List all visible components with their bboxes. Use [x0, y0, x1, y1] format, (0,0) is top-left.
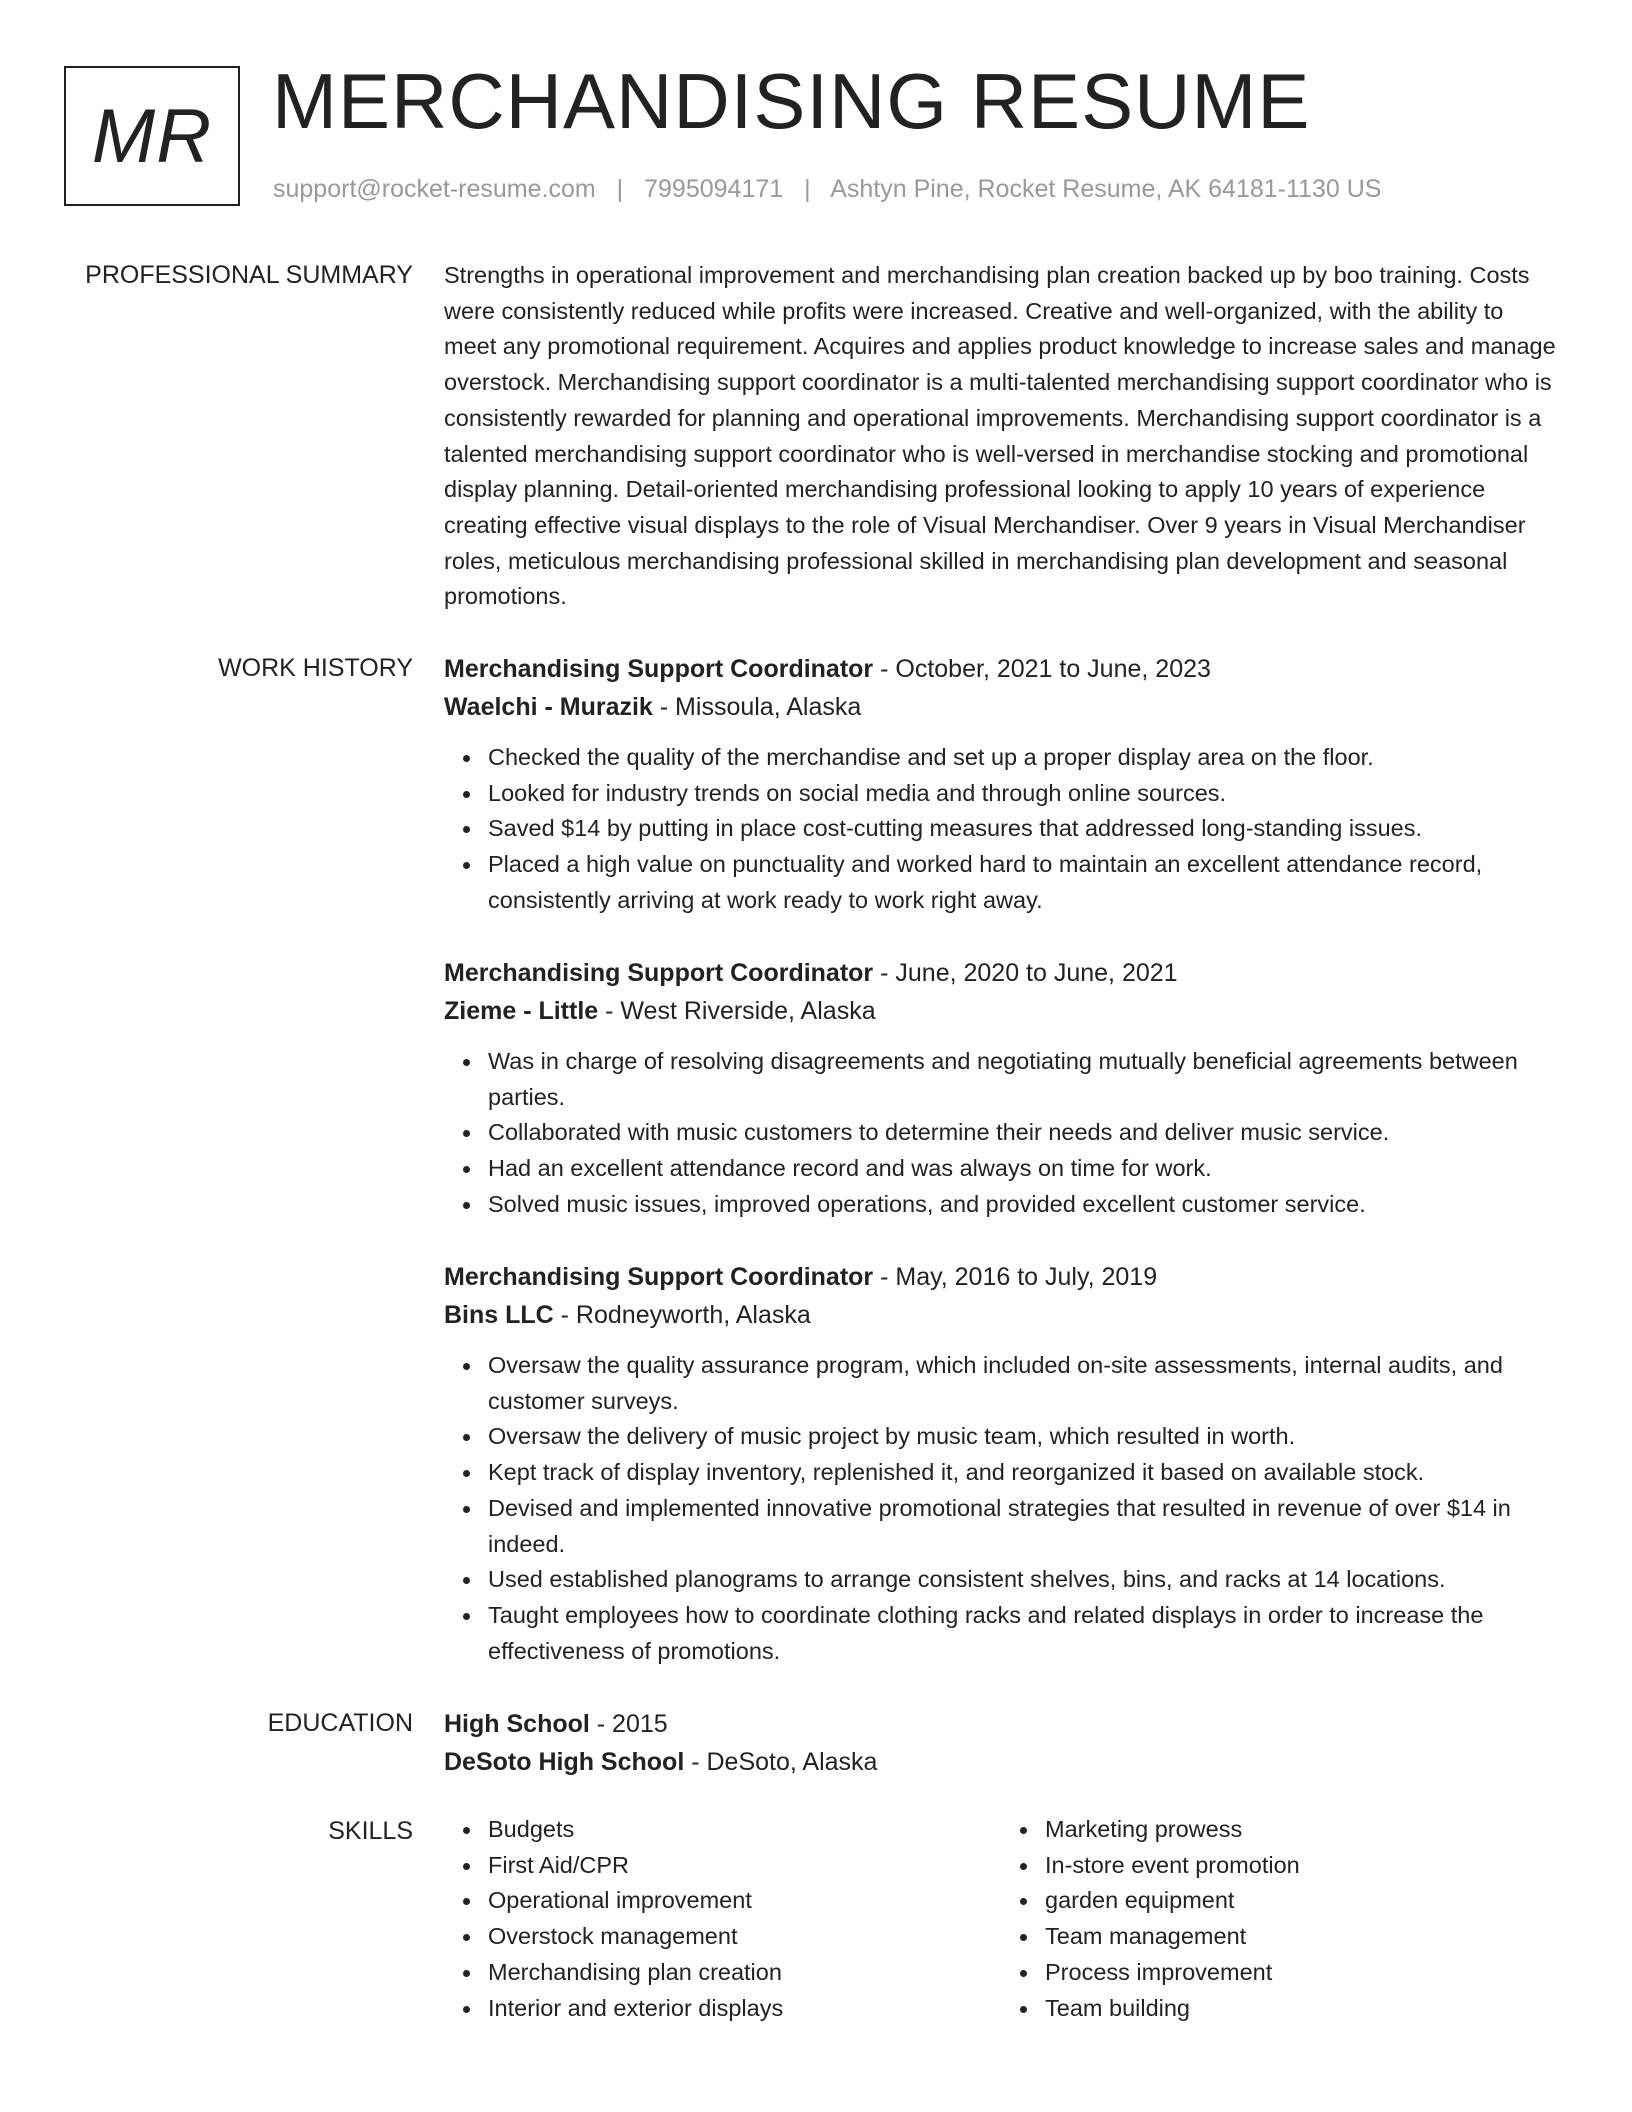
- education-year: - 2015: [589, 1710, 668, 1738]
- section-label-work: WORK HISTORY: [218, 654, 413, 682]
- job-title-line: [444, 650, 1558, 688]
- job-bullet: Oversaw the delivery of music project by music team, which resulted in worth.: [488, 1419, 1558, 1455]
- job-company-line: [444, 1296, 1558, 1334]
- job-title: Merchandising Support Coordinator: [444, 959, 874, 987]
- section-label-education: EDUCATION: [267, 1709, 413, 1737]
- skill-item: Marketing prowess: [1045, 1812, 1558, 1848]
- contact-email[interactable]: support@rocket-resume.com: [273, 175, 596, 203]
- job-bullet: Checked the quality of the merchandise and set up a proper display area on the floor.: [488, 740, 1558, 776]
- job-bullet: Had an excellent attendance record and was always on time for work.: [488, 1151, 1558, 1187]
- job-entry: [444, 650, 1558, 919]
- job-bullet: Collaborated with music customers to determine their needs and deliver music service.: [488, 1115, 1558, 1151]
- contact-phone[interactable]: 7995094171: [644, 175, 784, 203]
- skills-section: [444, 1812, 1558, 2026]
- job-company: Waelchi - Murazik: [444, 693, 653, 721]
- job-bullet: Oversaw the quality assurance program, which included on-site assessments, internal audits, and customer surveys.: [488, 1348, 1558, 1419]
- education-entry: [444, 1705, 1558, 1781]
- skills-list-left: [444, 1812, 1001, 2026]
- job-company: Zieme - Little: [444, 997, 599, 1025]
- job-title: Merchandising Support Coordinator: [444, 655, 874, 683]
- summary-section: [444, 258, 1558, 615]
- job-bullets: [444, 740, 1558, 919]
- skill-item: First Aid/CPR: [488, 1848, 1001, 1884]
- job-entry: [444, 954, 1558, 1223]
- section-label-summary: PROFESSIONAL SUMMARY: [85, 261, 413, 289]
- job-title: Merchandising Support Coordinator: [444, 1263, 874, 1291]
- monogram-box: [64, 66, 240, 206]
- job-bullet: Saved $14 by putting in place cost-cutting measures that addressed long-standing issues.: [488, 811, 1558, 847]
- job-location: - Rodneyworth, Alaska: [553, 1301, 811, 1329]
- contact-address: Ashtyn Pine, Rocket Resume, AK 64181-1130 US: [830, 175, 1382, 203]
- skill-item: Operational improvement: [488, 1883, 1001, 1919]
- job-bullets: [444, 1348, 1558, 1669]
- job-company-line: [444, 992, 1558, 1030]
- skill-item: garden equipment: [1045, 1883, 1558, 1919]
- education-degree: High School: [444, 1710, 590, 1738]
- job-location: - West Riverside, Alaska: [598, 997, 876, 1025]
- skill-item: Overstock management: [488, 1919, 1001, 1955]
- job-company: Bins LLC: [444, 1301, 554, 1329]
- skill-item: Merchandising plan creation: [488, 1955, 1001, 1991]
- contact-line: [273, 173, 1381, 205]
- job-bullet: Kept track of display inventory, replenished it, and reorganized it based on available stock.: [488, 1455, 1558, 1491]
- skill-item: Team building: [1045, 1991, 1558, 2027]
- education-school: DeSoto High School: [444, 1748, 685, 1776]
- skills-grid: [444, 1812, 1558, 2026]
- job-dates: - October, 2021 to June, 2023: [873, 655, 1211, 683]
- job-bullet: Devised and implemented innovative promotional strategies that resulted in revenue of over $14 in indeed.: [488, 1491, 1558, 1562]
- education-location: - DeSoto, Alaska: [684, 1748, 878, 1776]
- monogram-initials: MR: [91, 93, 213, 179]
- contact-separator: |: [804, 175, 811, 203]
- skills-list-right: [1001, 1812, 1558, 2026]
- skill-item: Process improvement: [1045, 1955, 1558, 1991]
- job-bullet: Used established planograms to arrange consistent shelves, bins, and racks at 14 locations.: [488, 1562, 1558, 1598]
- resume-title: MERCHANDISING RESUME: [272, 57, 1311, 145]
- job-location: - Missoula, Alaska: [652, 693, 862, 721]
- contact-separator: |: [616, 175, 624, 203]
- section-label-skills: SKILLS: [328, 1817, 413, 1845]
- job-title-line: [444, 1258, 1558, 1296]
- job-bullet: Solved music issues, improved operations, and provided excellent customer service.: [488, 1187, 1558, 1223]
- job-dates: - June, 2020 to June, 2021: [873, 959, 1178, 987]
- skill-item: Budgets: [488, 1812, 1001, 1848]
- job-entry: [444, 1258, 1558, 1669]
- job-dates: - May, 2016 to July, 2019: [873, 1263, 1158, 1291]
- job-bullet: Looked for industry trends on social media and through online sources.: [488, 776, 1558, 812]
- job-bullet: Taught employees how to coordinate clothing racks and related displays in order to increase the effectiveness of promotions.: [488, 1598, 1558, 1669]
- job-company-line: [444, 688, 1558, 726]
- job-bullets: [444, 1044, 1558, 1223]
- job-bullet: Was in charge of resolving disagreements and negotiating mutually beneficial agreements between parties.: [488, 1044, 1558, 1115]
- job-title-line: [444, 954, 1558, 992]
- skill-item: Team management: [1045, 1919, 1558, 1955]
- skill-item: In-store event promotion: [1045, 1848, 1558, 1884]
- skill-item: Interior and exterior displays: [488, 1991, 1001, 2027]
- job-bullet: Placed a high value on punctuality and worked hard to maintain an excellent attendance record, consistently arriving at work ready to work right away.: [488, 847, 1558, 918]
- summary-text: Strengths in operational improvement and merchandising plan creation backed up by boo training. Costs were consistently reduced while profits were increased. Creative and well-organized, with the ability to meet any promotional requirement. Acquires and applies product knowledge to increase sales and manage overstock. Merchandising support coordinator is a multi-talented merchandising support coordinator who is consistently rewarded for planning and operational improvements. Merchandising support coordinator is a talented merchandising support coordinator who is well-versed in merchandise stocking and promotional display planning. Detail-oriented merchandising professional looking to apply 10 years of experience creating effective visual displays to the role of Visual Merchandiser. Over 9 years in Visual Merchandiser roles, meticulous merchandising professional skilled in merchandising plan development and seasonal promotions.: [444, 262, 1556, 610]
- education-degree-line: [444, 1705, 1558, 1743]
- education-school-line: [444, 1743, 1558, 1781]
